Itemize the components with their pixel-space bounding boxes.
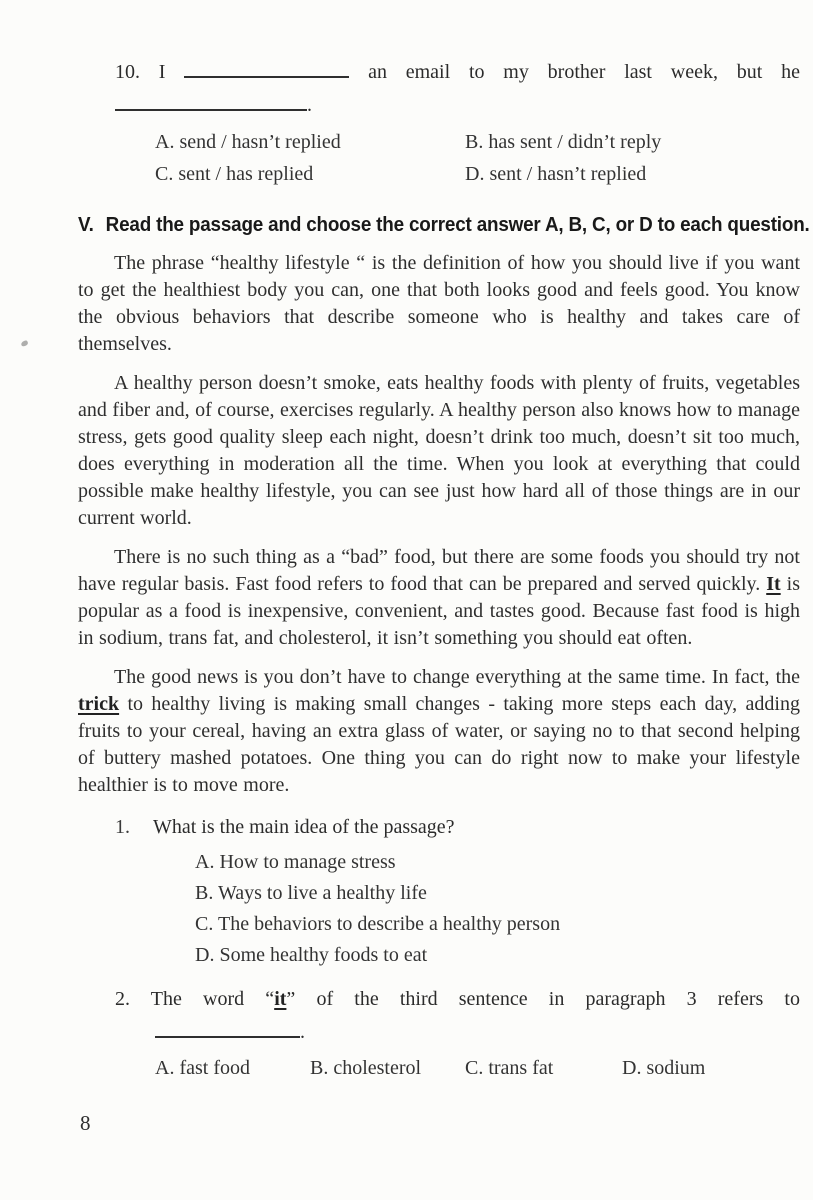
reading-question-1-line xyxy=(115,815,800,839)
reading-question-2-number: 2. xyxy=(115,988,130,1010)
fill-in-blank-2 xyxy=(115,92,307,111)
fill-in-blank-1 xyxy=(184,59,349,78)
reading-question-2-line2 xyxy=(155,1019,800,1045)
underlined-word-it: It xyxy=(766,573,781,595)
paragraph-4-text-post: to healthy living is making small changes - taking more steps each day, adding fruits to your cereal, having an extra glass of water, or saying no to that second helping of buttery mashed potatoes. One thing you can do right now to make your lifestyle healthier is to move more. xyxy=(78,693,800,796)
section-v-title: Read the passage and choose the correct answer A, B, C, or D to each question. xyxy=(105,213,810,236)
fill-in-blank-3 xyxy=(155,1019,300,1038)
reading-question-1 xyxy=(115,815,800,971)
question-10-options xyxy=(155,131,800,186)
period: . xyxy=(300,1021,305,1043)
page-number: 8 xyxy=(80,1111,91,1135)
option-c: C. trans fat xyxy=(465,1057,554,1079)
reading-question-2-options xyxy=(155,1055,800,1081)
option-c: C. The behaviors to describe a healthy person xyxy=(195,913,561,935)
period: . xyxy=(307,94,312,116)
question-10-lead: I xyxy=(158,61,166,83)
question-10-line2 xyxy=(115,92,800,117)
scan-artifact xyxy=(20,340,28,347)
section-v-header xyxy=(78,212,810,238)
paragraph-4-text-pre: The good news is you don’t have to change everything at the same time. In fact, the xyxy=(114,666,800,688)
option-d: D. Some healthy foods to eat xyxy=(195,944,428,966)
reading-question-2-text-post: ” of the third sentence in paragraph 3 refers to xyxy=(286,988,800,1010)
question-10 xyxy=(115,58,800,186)
option-d: D. sodium xyxy=(622,1057,706,1079)
section-v-numeral: V. xyxy=(78,213,94,236)
passage-paragraph-3 xyxy=(78,544,800,652)
passage-paragraph-1 xyxy=(78,250,800,358)
reading-question-2-text-pre: The word “ xyxy=(150,988,275,1010)
paragraph-2-text: A healthy person doesn’t smoke, eats healthy foods with plenty of fruits, vegetables and fiber and, of course, exercises regularly. A healthy person also knows how to manage stress, gets good quality sleep each night, doesn’t drink too much, doesn’t sit too much, does everything in moderation all the time. When you look at everything that could possible make healthy lifestyle, you can see just how hard all of those things are in our current world. xyxy=(78,372,800,529)
option-a: A. send / hasn’t replied xyxy=(155,131,341,153)
reading-passage xyxy=(78,250,800,799)
option-b: B. cholesterol xyxy=(310,1057,422,1079)
option-b: B. has sent / didn’t reply xyxy=(465,131,662,153)
reading-question-2 xyxy=(115,987,800,1081)
paragraph-3-text-pre: There is no such thing as a “bad” food, but there are some foods you should try not have regular basis. Fast food refers to food that can be prepared and served quickly. xyxy=(78,546,800,595)
passage-paragraph-2 xyxy=(78,370,800,532)
question-10-text: an email to my brother last week, but he xyxy=(368,61,800,83)
option-c: C. sent / has replied xyxy=(155,163,314,185)
underlined-word-trick: trick xyxy=(78,693,120,715)
question-10-line1 xyxy=(115,58,800,86)
paragraph-1-text: The phrase “healthy lifestyle “ is the definition of how you should live if you want to get the healthiest body you can, one that both looks good and feels good. You know the obvious behaviors that describe someone who is healthy and takes care of themselves. xyxy=(78,252,800,355)
option-a: A. How to manage stress xyxy=(195,851,396,873)
reading-question-1-text: What is the main idea of the passage? xyxy=(153,816,455,838)
reading-question-2-line1 xyxy=(115,987,800,1011)
page-content xyxy=(78,58,810,1136)
underlined-word-it: it xyxy=(274,988,287,1010)
reading-question-1-options xyxy=(195,847,800,971)
option-a: A. fast food xyxy=(155,1057,250,1079)
question-10-number: 10. xyxy=(115,61,140,83)
option-d: D. sent / hasn’t replied xyxy=(465,163,647,185)
paragraph-3-text-post: is popular as a food is inexpensive, convenient, and tastes good. Because fast food is high in sodium, trans fat, and cholesterol, it isn’t something you should eat often. xyxy=(78,573,800,649)
option-b: B. Ways to live a healthy life xyxy=(195,882,427,904)
reading-question-1-number: 1. xyxy=(115,816,130,838)
passage-paragraph-4 xyxy=(78,664,800,799)
